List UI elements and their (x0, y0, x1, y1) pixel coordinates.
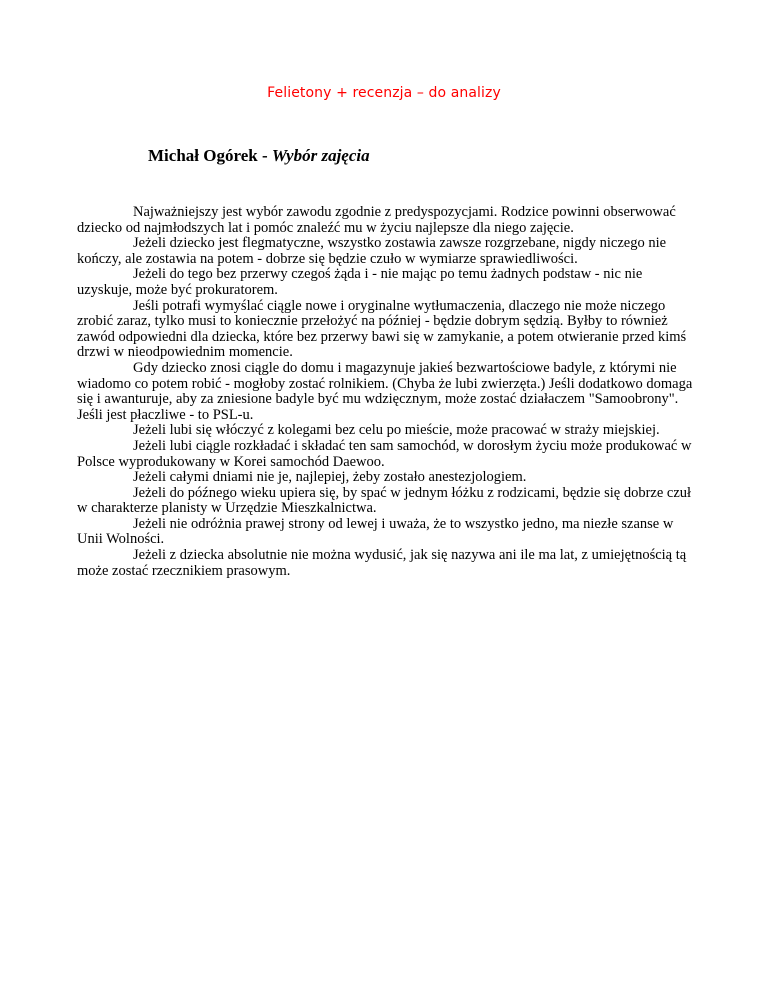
paragraph: Gdy dziecko znosi ciągle do domu i magazynuje jakieś bezwartościowe badyle, z którymi nie wiadomo co potem robić - mogłoby zostać rolnikiem. (Chyba że lubi zwierzęta.) Jeśli dodatkowo domaga się i awanturuje, aby za zniesione badyle być mu wdzięcznym, może zostać działaczem "Samoobrony". Jeśli jest płaczliwe - to PSL-u. (77, 359, 693, 423)
paragraph: Jeżeli do tego bez przerwy czegoś żąda i - nie mając po temu żadnych podstaw - nic nie uzyskuje, może być prokuratorem. (77, 266, 643, 298)
paragraph: Jeżeli dziecko jest flegmatyczne, wszystko zostawia zawsze rozgrzebane, nigdy niczego nie kończy, ale zostawia na potem - dobrze się będzie czuło w wymiarze sprawiedliwości. (77, 235, 667, 267)
article-author: Michał Ogórek - (148, 146, 272, 165)
paragraph: Jeżeli lubi ciągle rozkładać i składać ten sam samochód, w dorosłym życiu może produkować w Polsce wyprodukowany w Korei samochód Daewoo. (77, 437, 692, 470)
article-title (148, 146, 370, 166)
paragraph: Jeżeli lubi się włóczyć z kolegami bez celu po mieście, może pracować w straży miejskiej. (133, 422, 660, 439)
page-header: Felietony + recenzja – do analizy (267, 85, 501, 101)
paragraph: Jeśli potrafi wymyślać ciągle nowe i oryginalne wytłumaczenia, dlaczego nie może niczego zrobić zaraz, tylko musi to koniecznie przełożyć na później - będzie dobrym sędzią. Byłby to również zawód odpowiedni dla dziecka, które bez przerwy bawi się w zamykanie, a potem otwieranie przed kimś drzwi w nieodpowiednim momencie. (77, 297, 687, 361)
paragraph: Jeżeli z dziecka absolutnie nie można wydusić, jak się nazywa ani ile ma lat, z umiejętnością tą może zostać rzecznikiem prasowym. (77, 547, 687, 579)
paragraph: Najważniejszy jest wybór zawodu zgodnie z predyspozycjami. Rodzice powinni obserwować dziecko od najmłodszych lat i pomóc znaleźć mu w życiu najlepsze dla niego zajęcie. (77, 204, 676, 236)
paragraph: Jeżeli całymi dniami nie je, najlepiej, żeby zostało anestezjologiem. (133, 469, 527, 486)
paragraph: Jeżeli do późnego wieku upiera się, by spać w jednym łóżku z rodzicami, będzie się dobrze czuł w charakterze planisty w Urzędzie Mieszkalnictwa. (77, 484, 692, 517)
article-body (77, 205, 697, 579)
paragraph: Jeżeli nie odróżnia prawej strony od lewej i uważa, że to wszystko jedno, ma niezłe szanse w Unii Wolności. (77, 515, 674, 548)
article-work-title: Wybór zajęcia (271, 146, 370, 165)
